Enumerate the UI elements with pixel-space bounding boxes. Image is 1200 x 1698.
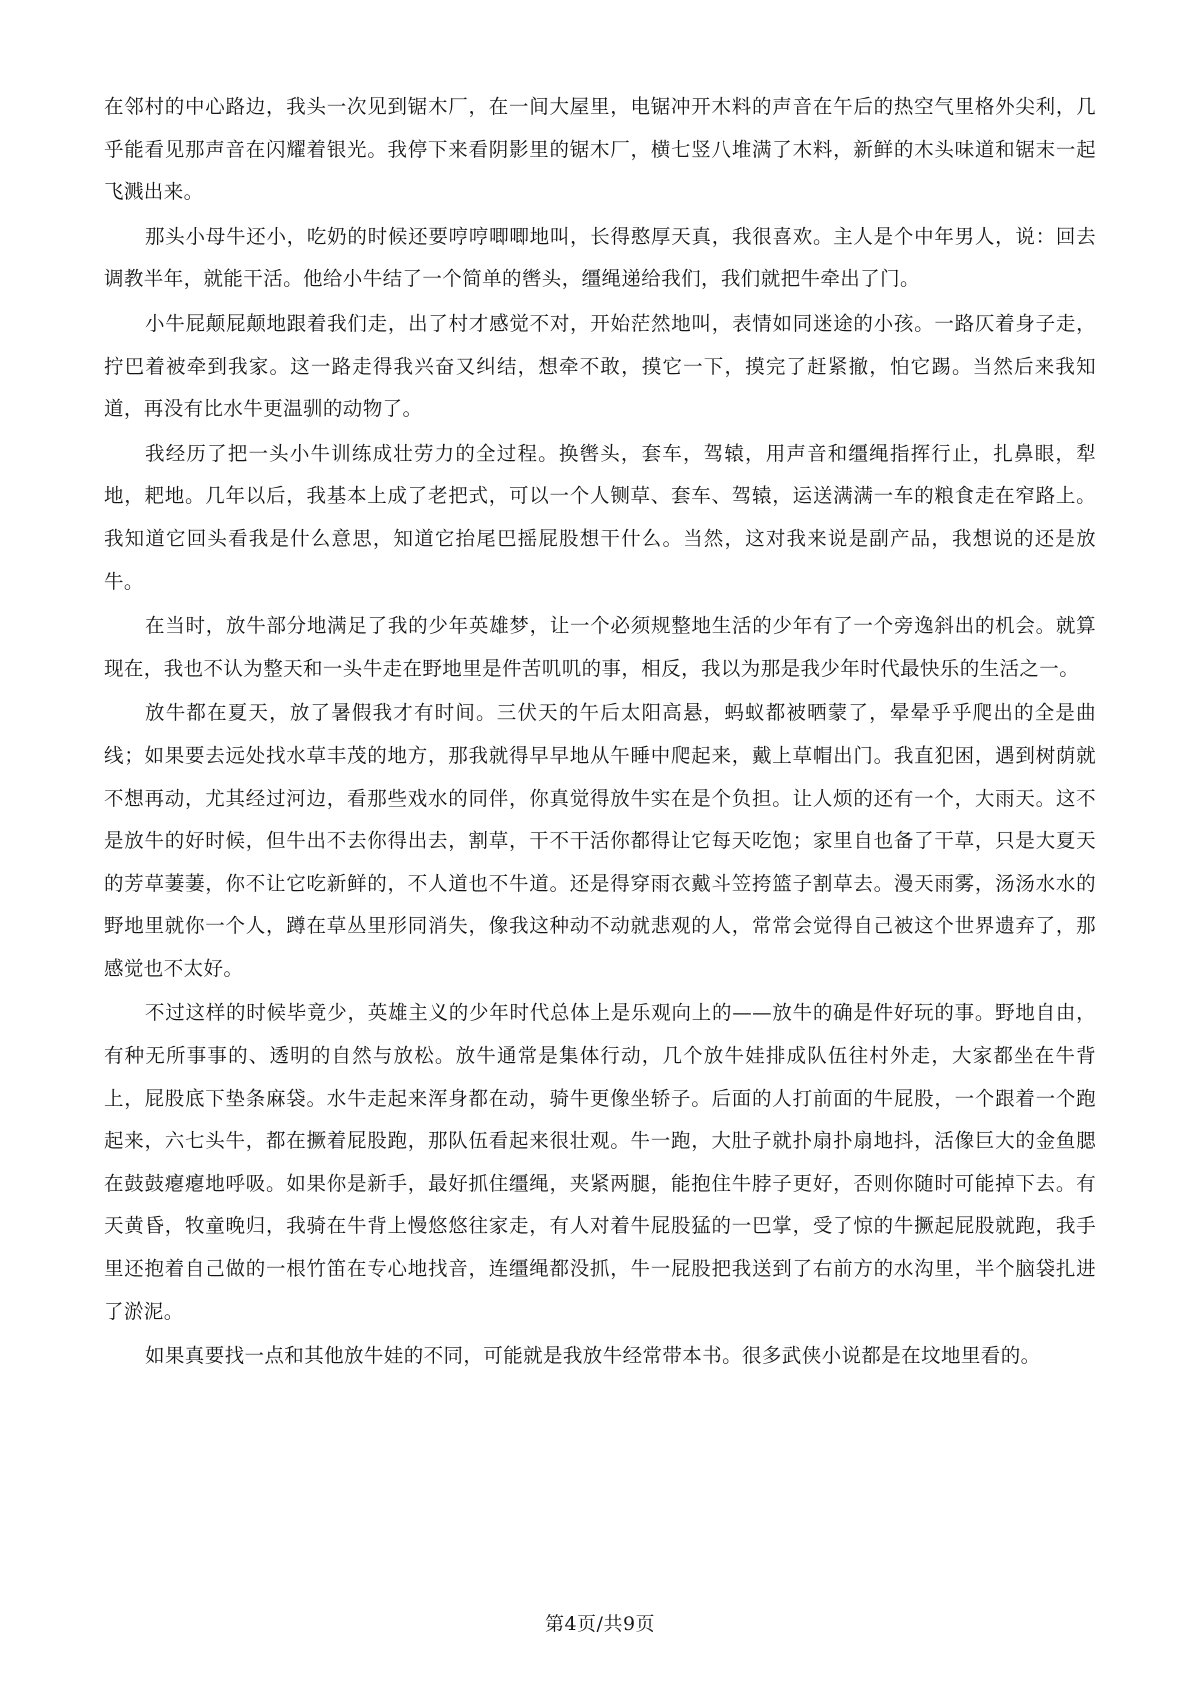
paragraph: 不过这样的时候毕竟少，英雄主义的少年时代总体上是乐观向上的——放牛的确是件好玩的事。野地自由，有种无所事事的、透明的自然与放松。放牛通常是集体行动，几个放牛娃排成队伍往村外走，大家都坐在牛背上，屁股底下垫条麻袋。水牛走起来浑身都在动，骑牛更像坐轿子。后面的人打前面的牛屁股，一个跟着一个跑起来，六七头牛，都在撅着屁股跑，那队伍看起来很壮观。牛一跑，大肚子就扑扇扑扇地抖，活像巨大的金鱼腮在鼓鼓瘪瘪地呼吸。如果你是新手，最好抓住缰绳，夹紧两腿，能抱住牛脖子更好，否则你随时可能掉下去。有天黄昏，牧童晚归，我骑在牛背上慢悠悠往家走，有人对着牛屁股猛的一巴掌，受了惊的牛撅起屁股就跑，我手里还抱着自己做的一根竹笛在专心地找音，连缰绳都没抓，牛一屁股把我送到了右前方的水沟里，半个脑袋扎进了淤泥。 [104, 1001, 1096, 1323]
paragraph: 在邻村的中心路边，我头一次见到锯木厂，在一间大屋里，电锯冲开木料的声音在午后的热空气里格外尖利，几乎能看见那声音在闪耀着银光。我停下来看阴影里的锯木厂，横七竖八堆满了木料，新鲜的木头味道和锯末一起飞溅出来。 [104, 95, 1096, 204]
paragraph: 我经历了把一头小牛训练成壮劳力的全过程。换辔头，套车，驾辕，用声音和缰绳指挥行止，扎鼻眼，犁地，耙地。几年以后，我基本上成了老把式，可以一个人铡草、套车、驾辕，运送满满一车的粮食走在窄路上。我知道它回头看我是什么意思，知道它抬尾巴摇屁股想干什么。当然，这对我来说是副产品，我想说的还是放牛。 [104, 441, 1096, 593]
paragraph: 在当时，放牛部分地满足了我的少年英雄梦，让一个必须规整地生活的少年有了一个旁逸斜出的机会。就算现在，我也不认为整天和一头牛走在野地里是件苦叽叽的事，相反，我以为那是我少年时代最快乐的生活之一。 [104, 614, 1096, 680]
document-body [104, 86, 1096, 1378]
page-footer: 第4页/共9页 [544, 1613, 656, 1635]
paragraph: 如果真要找一点和其他放牛娃的不同，可能就是我放牛经常带本书。很多武侠小说都是在坟地里看的。 [145, 1344, 1041, 1368]
paragraph: 放牛都在夏天，放了暑假我才有时间。三伏天的午后太阳高悬，蚂蚁都被晒蒙了，晕晕乎乎爬出的全是曲线；如果要去远处找水草丰茂的地方，那我就得早早地从午睡中爬起来，戴上草帽出门。我直犯困，遇到树荫就不想再动，尤其经过河边，看那些戏水的同伴，你真觉得放牛实在是个负担。让人烦的还有一个，大雨天。这不是放牛的好时候，但牛出不去你得出去，割草，干不干活你都得让它每天吃饱；家里自也备了干草，只是大夏天的芳草萋萋，你不让它吃新鲜的，不人道也不牛道。还是得穿雨衣戴斗笠挎篮子割草去。漫天雨雾，汤汤水水的野地里就你一个人，蹲在草丛里形同消失，像我这种动不动就悲观的人，常常会觉得自己被这个世界遗弃了，那感觉也不太好。 [104, 701, 1096, 980]
paragraph: 那头小母牛还小，吃奶的时候还要哼哼唧唧地叫，长得憨厚天真，我很喜欢。主人是个中年男人，说：回去调教半年，就能干活。他给小牛结了一个简单的辔头，缰绳递给我们，我们就把牛牵出了门。 [104, 224, 1096, 291]
paragraph: 小牛屁颠屁颠地跟着我们走，出了村才感觉不对，开始茫然地叫，表情如同迷途的小孩。一路仄着身子走，拧巴着被牵到我家。这一路走得我兴奋又纠结，想牵不敢，摸它一下，摸完了赶紧撤，怕它踢。当然后来我知道，再没有比水牛更温驯的动物了。 [104, 311, 1096, 421]
